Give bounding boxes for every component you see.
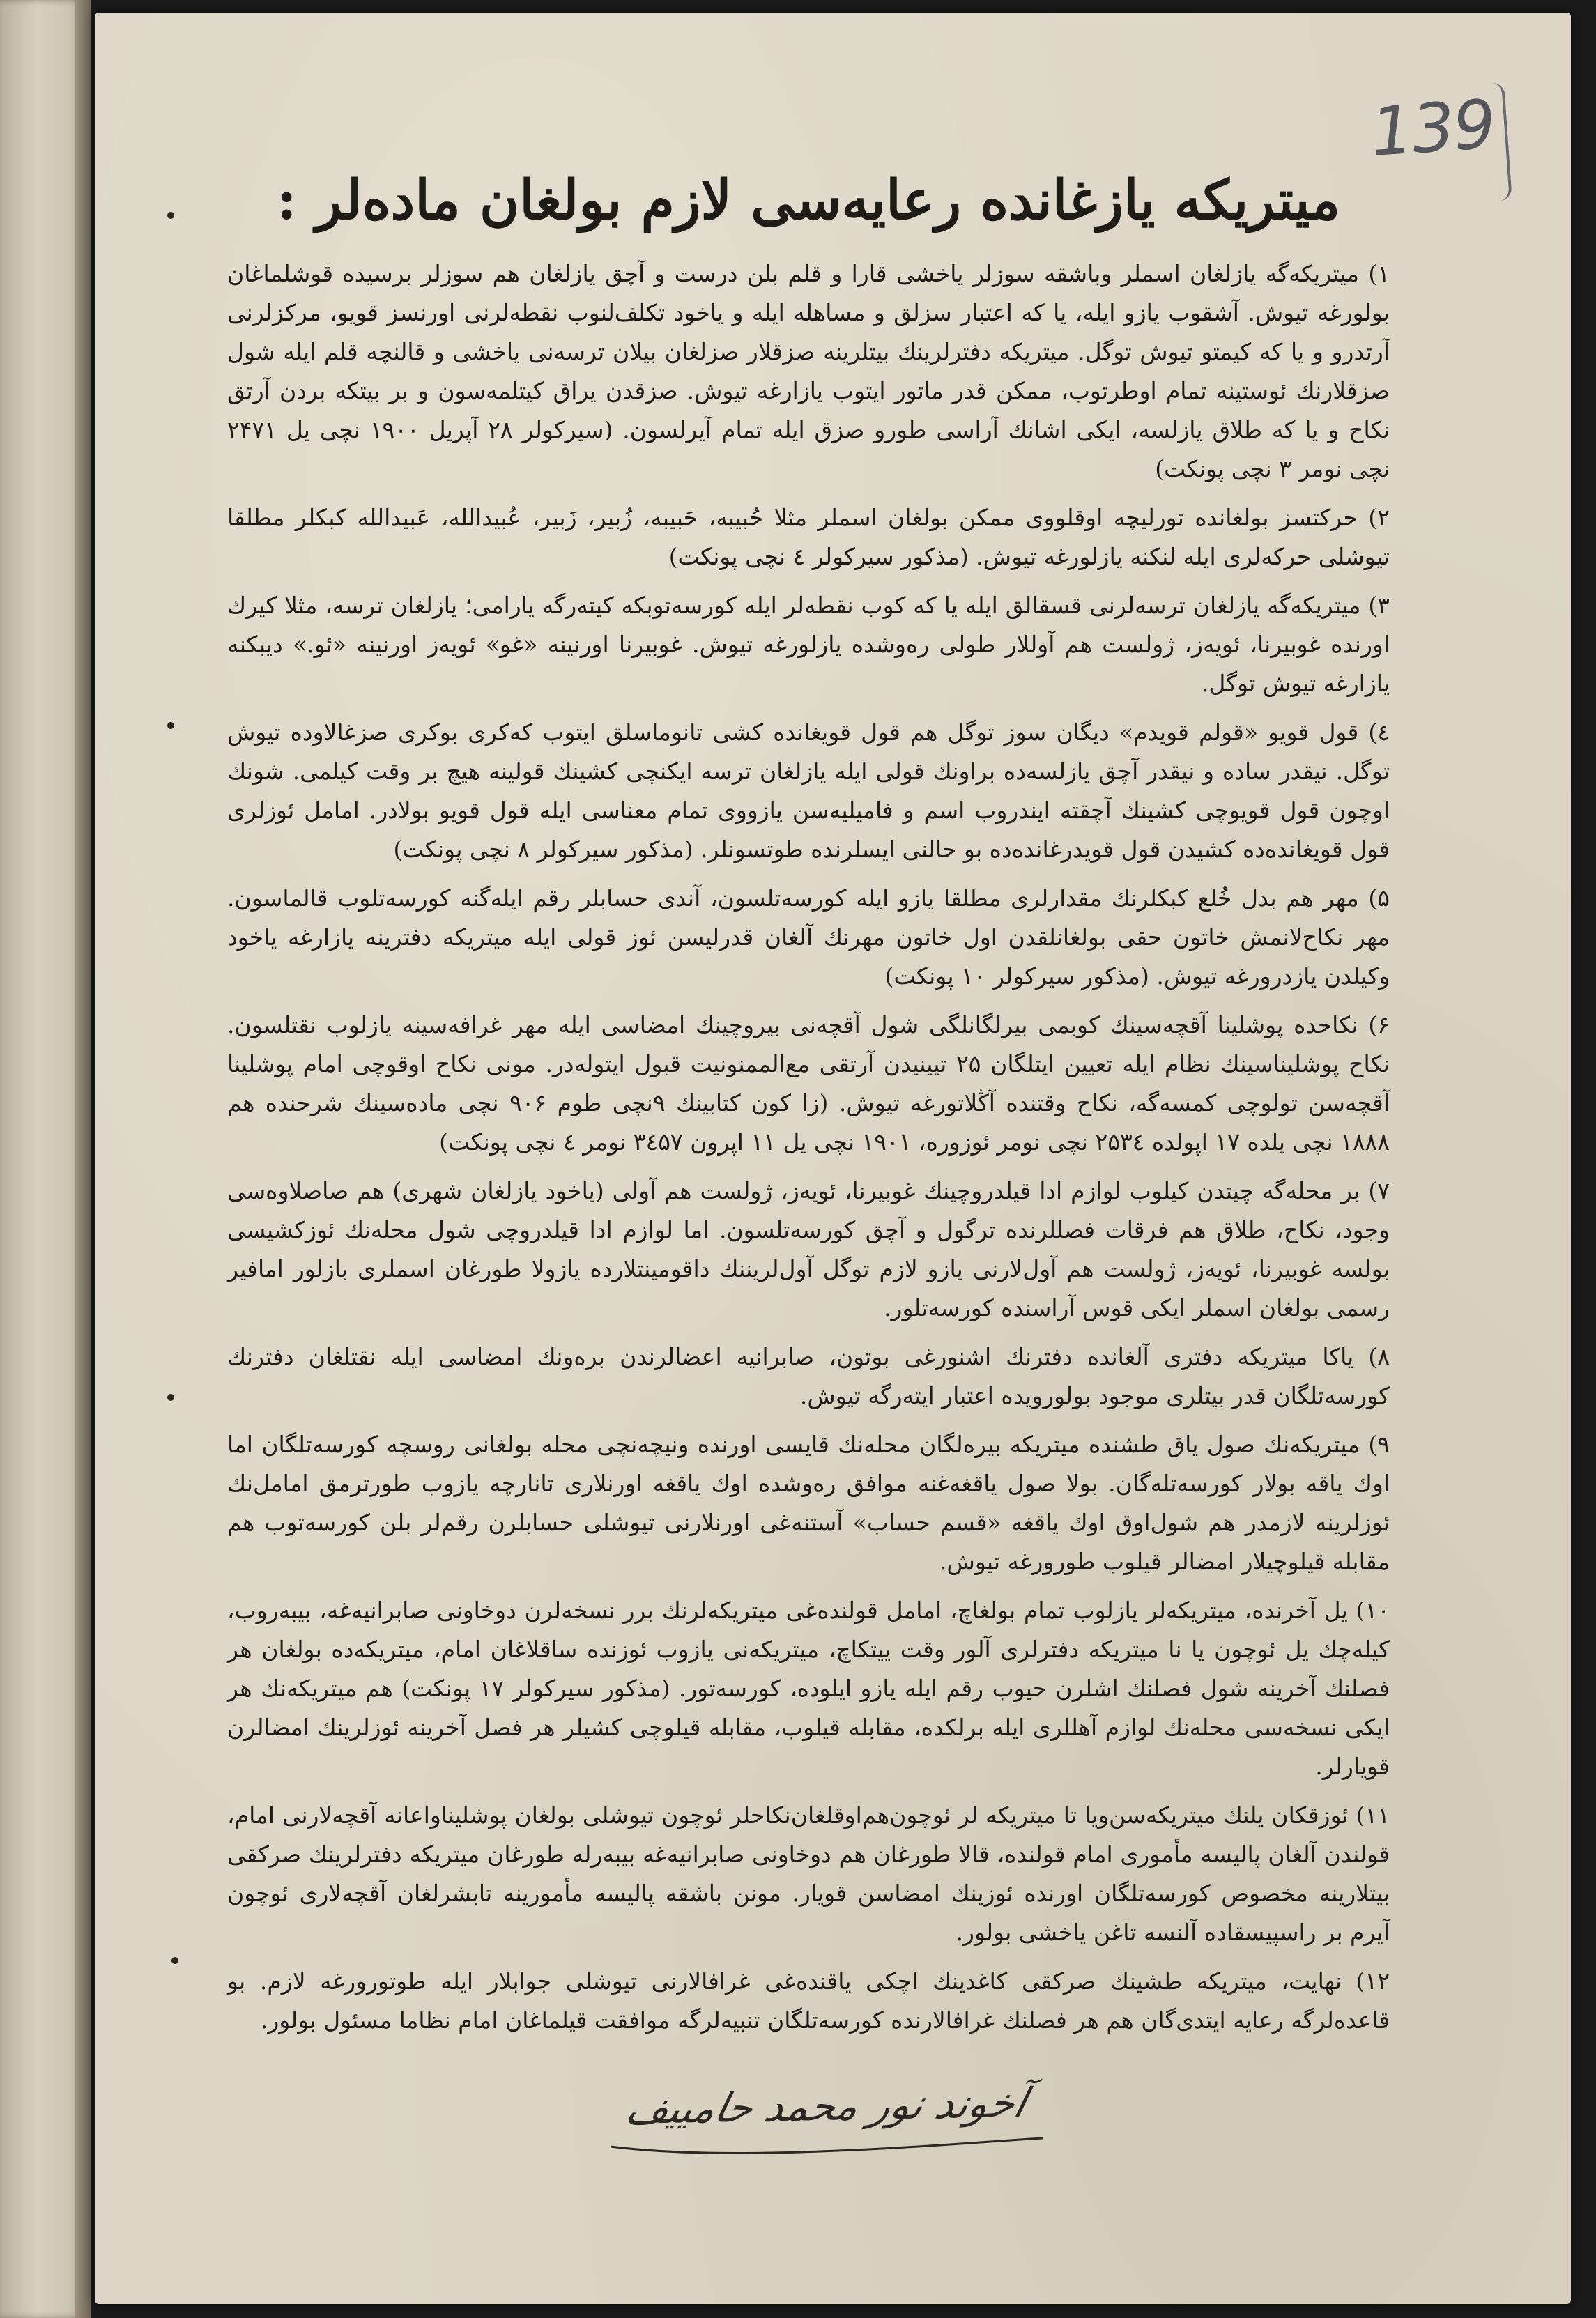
document-title: میتریکه یازغانده رعایه‌سی لازم بولغان ماده‌لر : xyxy=(276,169,1341,232)
signature-text: آخوند نور محمد حامییف xyxy=(621,2079,1032,2133)
paragraph-3: ۳) میتریکه‌گه یازلغان ترسه‌لرنی قسقالق ایله یا که کوب نقطه‌لر ایله کورسه‌توبکه کیته‌رگه یارامی؛ یازلغان ترسه، مثلا کیرك اورنده غوبیرنا، ئویه‌ز، ژولست هم آوللار طولی ره‌وشده یازلورغه تیوش. غوبیرنا اورنینه «غو» ئویه‌ز اورنینه «ئو.» دیبکنه یازارغه تیوش توگل. xyxy=(227,592,1390,697)
page-number: 139 xyxy=(1368,84,1497,172)
margin-dot xyxy=(167,212,174,219)
signature xyxy=(604,2079,1050,2159)
document-body xyxy=(227,162,1390,2050)
paragraph-6: ۶) نکاحده پوشلینا آقچه‌سینك کوبمی بیرلگانلگی شول آقچه‌نی بیروچینك امضاسی ایله مهر غرافه‌سینه یازلوب نقتلسون. نکاح پوشلیناسینك نظام ایله تعیین ایتلگان ۲۵ تیینیدن آرتقی مع‌الممنونیت قبول ایتوله‌در. مونی نکاح اوقوچی امام پوشلینا آقچه‌سن تولوچی کمسه‌گه، نکاح وقتنده آڭلاتورغه تیوش. (زا کون کتابینك ۹نچی طوم ۹۰۶ نچی ماده‌سینك شرحنده هم ۱۸۸۸ نچی یلده ۱۷ اپولده ۲۵۳٤ نچی نومر ئوزوره، ۱۹۰۱ نچی یل ۱۱ اپرون ۳٤۵۷ نومر ٤ نچی پونکت) xyxy=(227,1011,1390,1156)
paragraph-10: ۱۰) یل آخرنده، میتریکه‌لر یازلوب تمام بولغاچ، امامل قولنده‌غی میتریکه‌لرنك برر نسخه‌لرن دوخاونی صابرانیه‌غه، بیبه‌روب، کیله‌چك یل ئوچون یا نا میتریکه دفترلری آلور وقت ییتکاچ، میتریکه‌نی یازوب ئوزنده ساقلاغان امام، میتریکه‌ده بولغان هر فصلنك آخرینه شول فصلنك اشلرن حیوب رقم ایله یازو ایلوده، کورسه‌تور. (مذکور سیرکولر ۱۷ پونکت) هم میتریکه‌نك هر ایکی نسخه‌سی محله‌نك لوازم آهللری ایله برلکده، مقابله قیلوب، مقابله قیلوچی کشیلر هر فصل آخرینه ئوزلرینك امضالرن قویارلر. xyxy=(227,1597,1390,1780)
binding-fold xyxy=(75,0,91,2318)
paragraph-7: ۷) بر محله‌گه چیتدن کیلوب لوازم ادا قیلدروچینك غوبیرنا، ئویه‌ز، ژولست هم آولی (یاخود یازلغان شهری) هم صاصلاوه‌سی وجود، نکاح، طلاق هم فرقات فصللرنده ترگول و آچق کورسه‌تلسون. اما لوازم ادا قیلدروچی شول محله‌نك ئوزکشیسی بولسه غوبیرنا، ئویه‌ز، ژولست هم آول‌لارنی یازو لازم توگل آول‌لریننك داقومینتلارده یازولا طورغان اسملری بازلور امافیر رسمی بولغان اسملر ایکی قوس آراسنده کورسه‌تلور. xyxy=(227,1177,1390,1321)
paragraph-9: ۹) میتریکه‌نك صول یاق طشنده میتریکه بیره‌لگان محله‌نك قایسی اورنده ونیچه‌نچی محله بولغانی روسچه کورسه‌تلگان اما اوك یاقه بولار کورسه‌تله‌گان. بولا صول یاقغه‌غنه موافق ره‌وشده اوك یاقغه اورنلاری تانارچه یازوب طورترمق امامل‌نك ئوزلرینه لازمدر هم شول‌اوق اوك یاقغه «قسم حساب» آستنه‌غی اورنلارنی تیوشلی حسابلرن رقم‌لر بلن کورسه‌توب هم مقابله قیلوچیلار امضالر قیلوب طورورغه تیوش. xyxy=(227,1431,1390,1575)
paragraph-11: ۱۱) ئوزقکان یلنك میتریکه‌سن‌ویا تا میتریکه لر ئوچون‌هم‌اوقلغان‌نکاحلر ئوچون تیوشلی بولغان پوشلیناواعانه آقچه‌لارنی امام، قولندن آلغان پالیسه مأموری امام قولنده، قالا طورغان هم دوخاونی صابرانیه‌غه بیبه‌رله طورغان میتریکه دفترلرینك صرکقی بیتلارینه مخصوص کورسه‌تلگان اورنده ئوزینك امضاسن قویار. مونن باشقه پالیسه مأمورینه تابشرلغان آقچه‌لاری ئوچون آیرم بر راسپیسقاده آلنسه تاغن یاخشی بولور. xyxy=(227,1802,1390,1946)
document-page xyxy=(95,13,1571,2304)
paragraph-12: ۱۲) نهایت، میتریکه طشینك صرکقی کاغدینك اچکی یاقنده‌غی غرافالارنی تیوشلی جوابلار ایله طوتورورغه لازم. بو قاعده‌لرگه رعایه ایتدی‌گان هم هر فصلنك غرافالارنده کورسه‌تلگان تنبیه‌لرگه موافقت قیلماغان امام نظاما مسئول بولور. xyxy=(227,1967,1390,2034)
paragraph-8: ۸) یاکا میتریکه دفتری آلغانده دفترنك اشنورغی بوتون، صابرانیه اعضالرندن بره‌ونك امضاسی ایله نقتلغان دفترنك کورسه‌تلگان قدر بیتلری موجود بولورویده اعتبار ایته‌رگه تیوش. xyxy=(227,1343,1390,1409)
margin-dot xyxy=(171,1957,178,1964)
paragraph-5: ۵) مهر هم بدل خُلع کبکلرنك مقدارلری مطلقا یازو ایله کورسه‌تلسون، آندی حسابلر رقم ایله‌گنه کورسه‌تلوب قالماسون. مهر نکاح‌لانمش خاتون حقی بولغانلقدن اول خاتون‌ مهرنك آلغان قدرلیسن ئوز قولی ایله میتریکه دفترینه یازارغه یاخود وکیلدن یازدرورغه تیوش. (مذکور سیرکولر ۱۰ پونکت) xyxy=(227,884,1390,990)
paragraph-1: ۱) میتریکه‌گه یازلغان اسملر وباشقه سوزلر یاخشی قارا و قلم بلن درست و آچق یازلغان هم سوزلر برسیده قوشلماغان بولورغه تیوش. آشقوب یازو ایله، یا که اعتبار سزلق و مساهله ایله و یاخود تکلف‌لنوب نقطه‌لرنی اورنسز قویو، مرکزلرنی آرتدرو و یا که کیمتو تیوش توگل. میتریکه دفترلرینك بیتلرینه صزقلار صزلغان بیلان ترسه‌نی یاخشی و قالنچه قلم ایله شول صزقلارنك ئوستینه تمام اوطرتوب، ممکن قدر ماتور ایتوب یازارغه تیوش. صزقدن یراق کیتلمه‌سون و بر بیتکه بردن آرتق نکاح و یا که طلاق یازلسه، ایکی اشانك آراسی طورو صزق ایله تمام آیرلسون. (سیرکولر ۲۸ آپریل ۱۹۰۰ نچی یل ۲۴۷۱ نچی نومر ۳ نچی پونکت) xyxy=(227,260,1390,482)
margin-dot xyxy=(167,1394,174,1401)
paragraph-2: ۲) حرکتسز بولغانده تورلیچه اوقلووی ممکن بولغان اسملر مثلا حُبیبه، حَبیبه، زُبیر، زَبیر، عُبیدالله، عَبیدالله کبکلر مطلقا تیوشلی حرکه‌لری ایله‌ لنکنه یازلورغه تیوش. (مذکور سیرکولر ٤ نچی پونکت) xyxy=(227,504,1390,570)
paragraph-4: ٤) قول قویو «قولم قویدم» دیگان سوز توگل هم قول قویغانده کشی تانوماسلق ایتوب که‌کری بوکری صزغالاوده تیوش توگل. نیقدر ساده و نیقدر آچق یازلسه‌ده براونك قولی ایله یازلغان ترسه ایکنچی کشینك قولینه هیچ بر وقت کیلمی. شونك اوچون قول قویوچی کشینك آچقته ایندروب اسم و فامیلیه‌سن یازووی تمام معناسی ایله قول قویو بولادر. امامل ئوزلری قول قویغانده‌ده کشیدن قول قویدرغانده‌ده بو حالنی ایسلرنده طوتسونلر. (مذکور سیرکولر ۸ نچی پونکت) xyxy=(227,719,1390,863)
signature-flourish xyxy=(604,2126,1050,2160)
margin-dot xyxy=(167,722,174,729)
